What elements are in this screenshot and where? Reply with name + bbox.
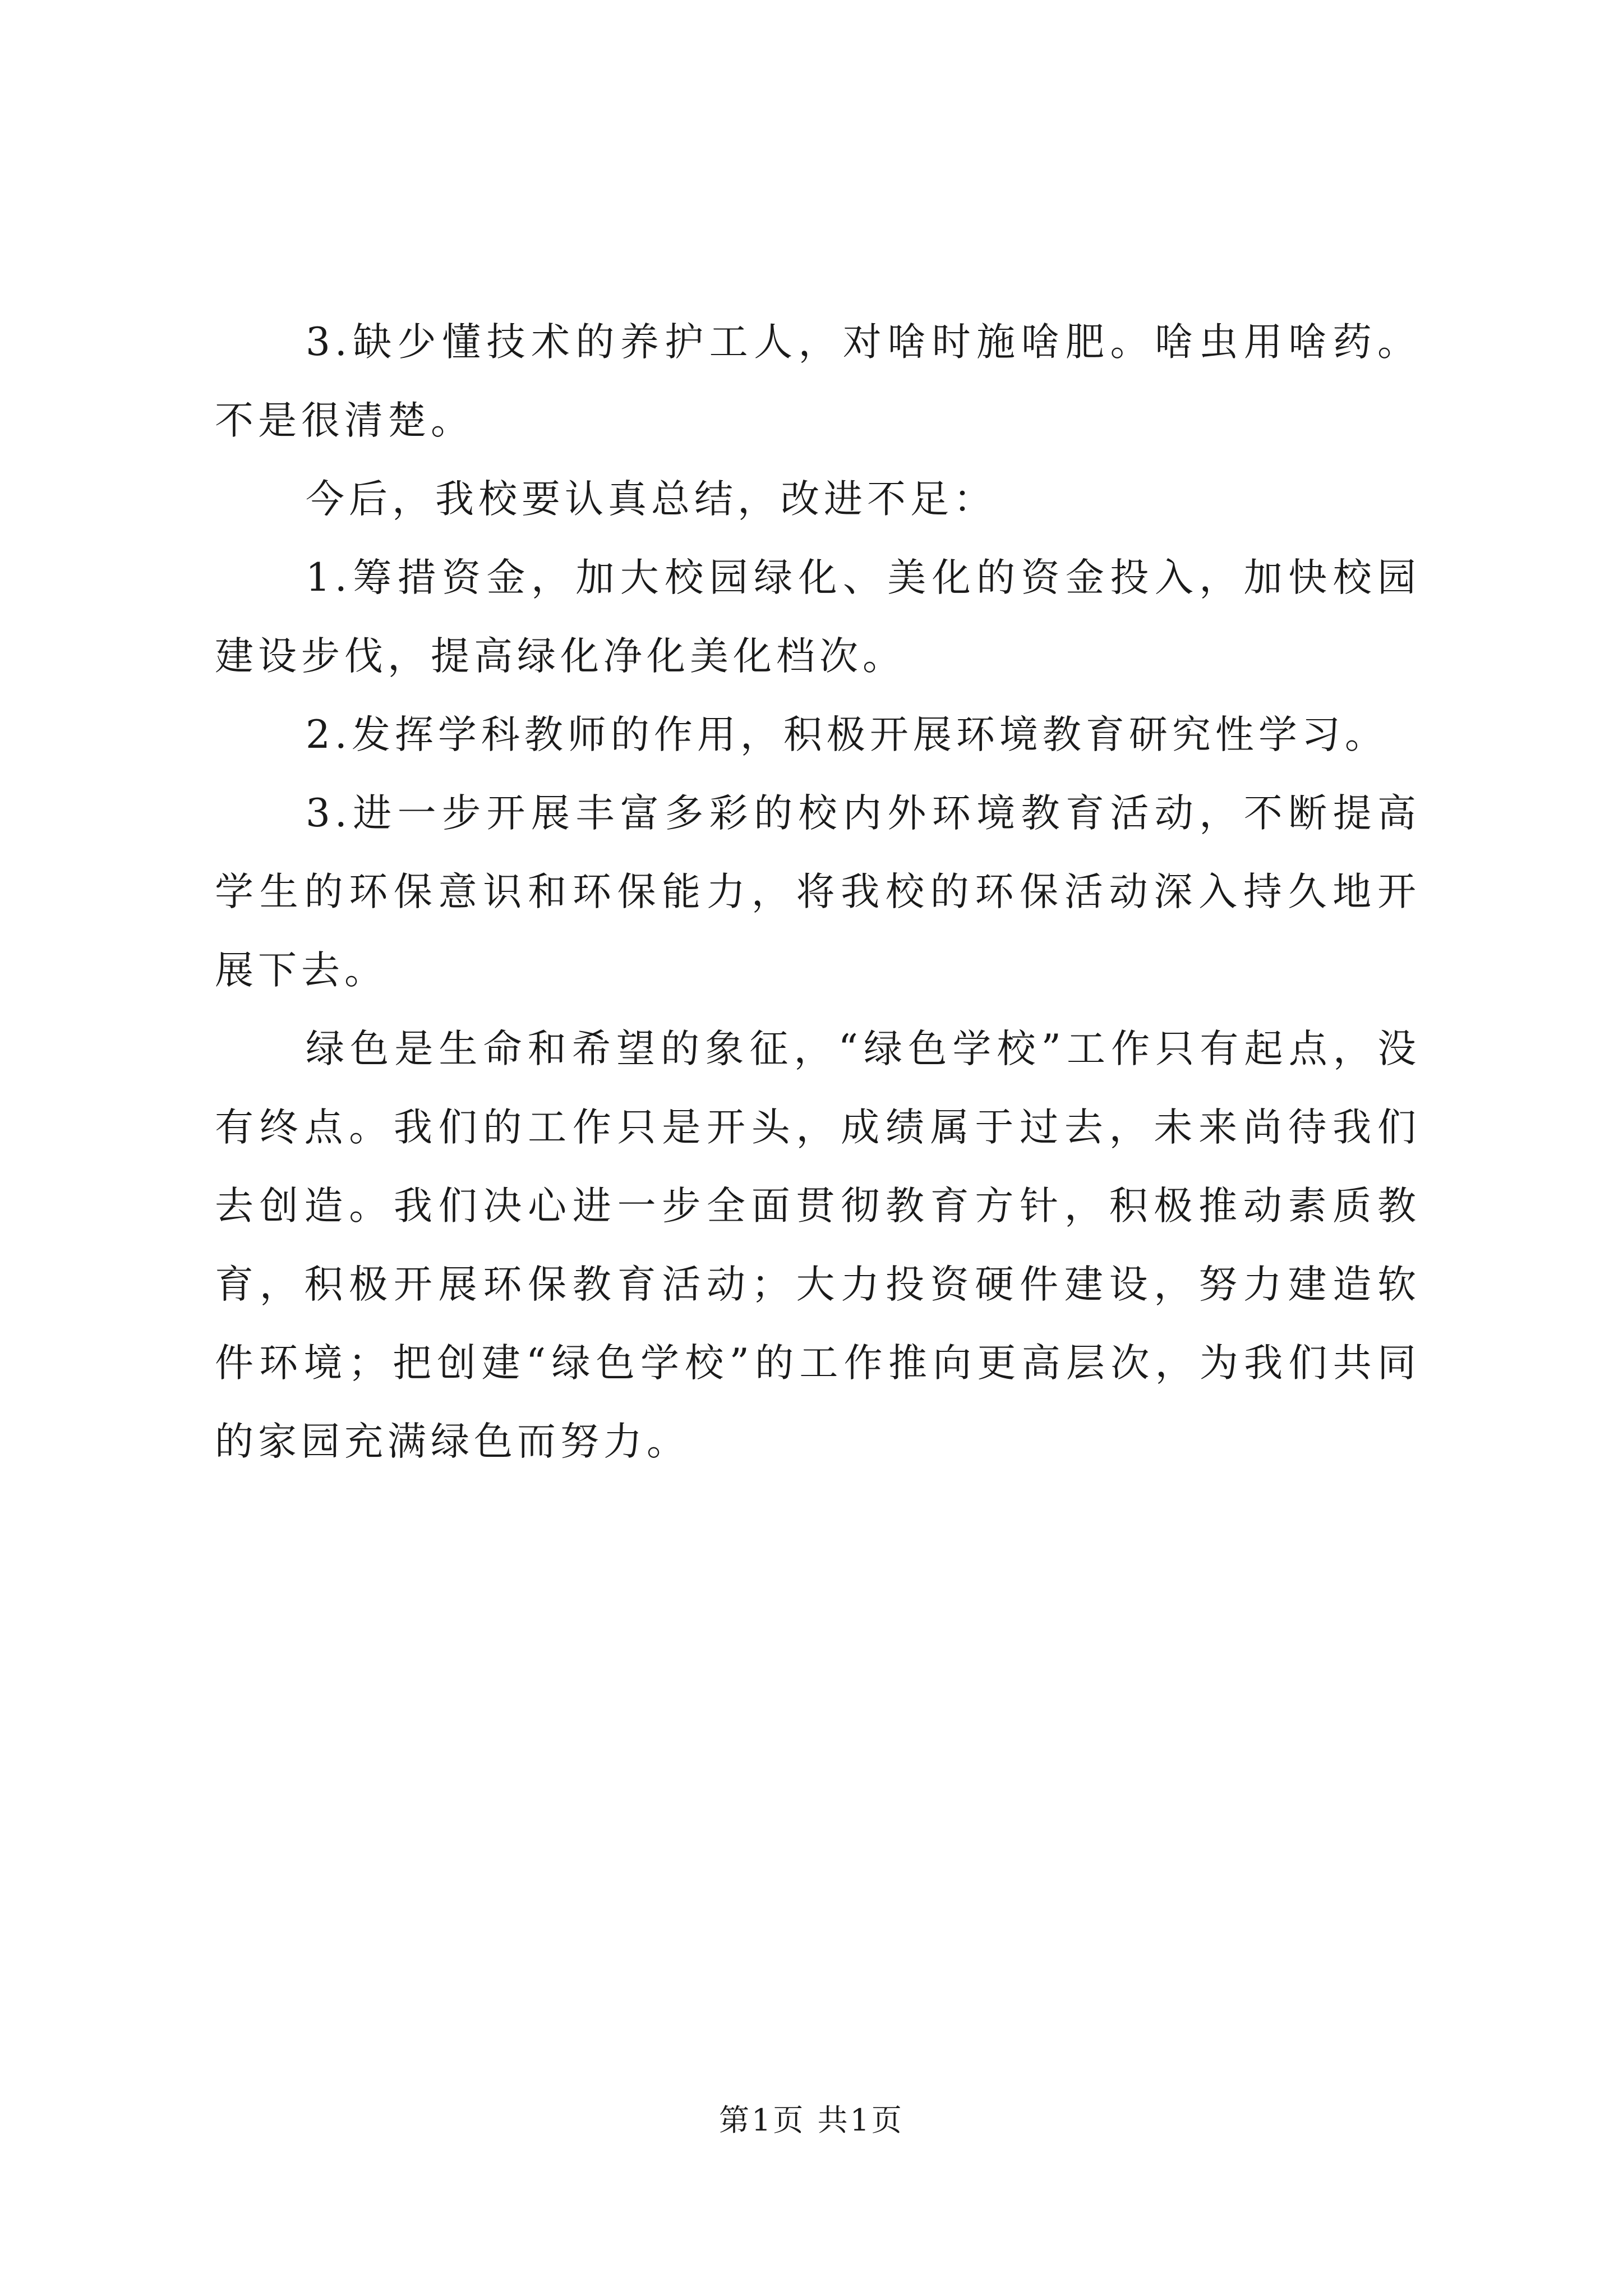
document-body: [215, 303, 1421, 1481]
paragraph-improvement-intro: 今后，我校要认真总结，改进不足：: [306, 477, 997, 522]
paragraph-improvement-teachers: 2.发挥学科教师的作用，积极开展环境教育研究性学习。: [306, 712, 1388, 757]
paragraph-improvement-funding: 1.筹措资金，加大校园绿化、美化的资金投入，加快校园建设步伐，提高绿化净化美化档次。: [215, 555, 1421, 679]
paragraph-improvement-activities: 3.进一步开展丰富多彩的校内外环境教育活动，不断提高学生的环保意识和环保能力，将我校的环保活动深入持久地开展下去。: [215, 791, 1421, 993]
paragraph-conclusion: 绿色是生命和希望的象征，“绿色学校”工作只有起点，没有终点。我们的工作只是开头，成绩属于过去，未来尚待我们去创造。我们决心进一步全面贯彻教育方针，积极推动素质教育，积极开展环保教育活动；大力投资硬件建设，努力建造软件环境；把创建“绿色学校”的工作推向更高层次，为我们共同的家园充满绿色而努力。: [215, 1027, 1421, 1464]
paragraph-maintenance-workers: 3.缺少懂技术的养护工人，对啥时施啥肥。啥虫用啥药。不是很清楚。: [215, 320, 1421, 443]
page-number-footer: 第1页 共1页: [719, 2102, 904, 2138]
